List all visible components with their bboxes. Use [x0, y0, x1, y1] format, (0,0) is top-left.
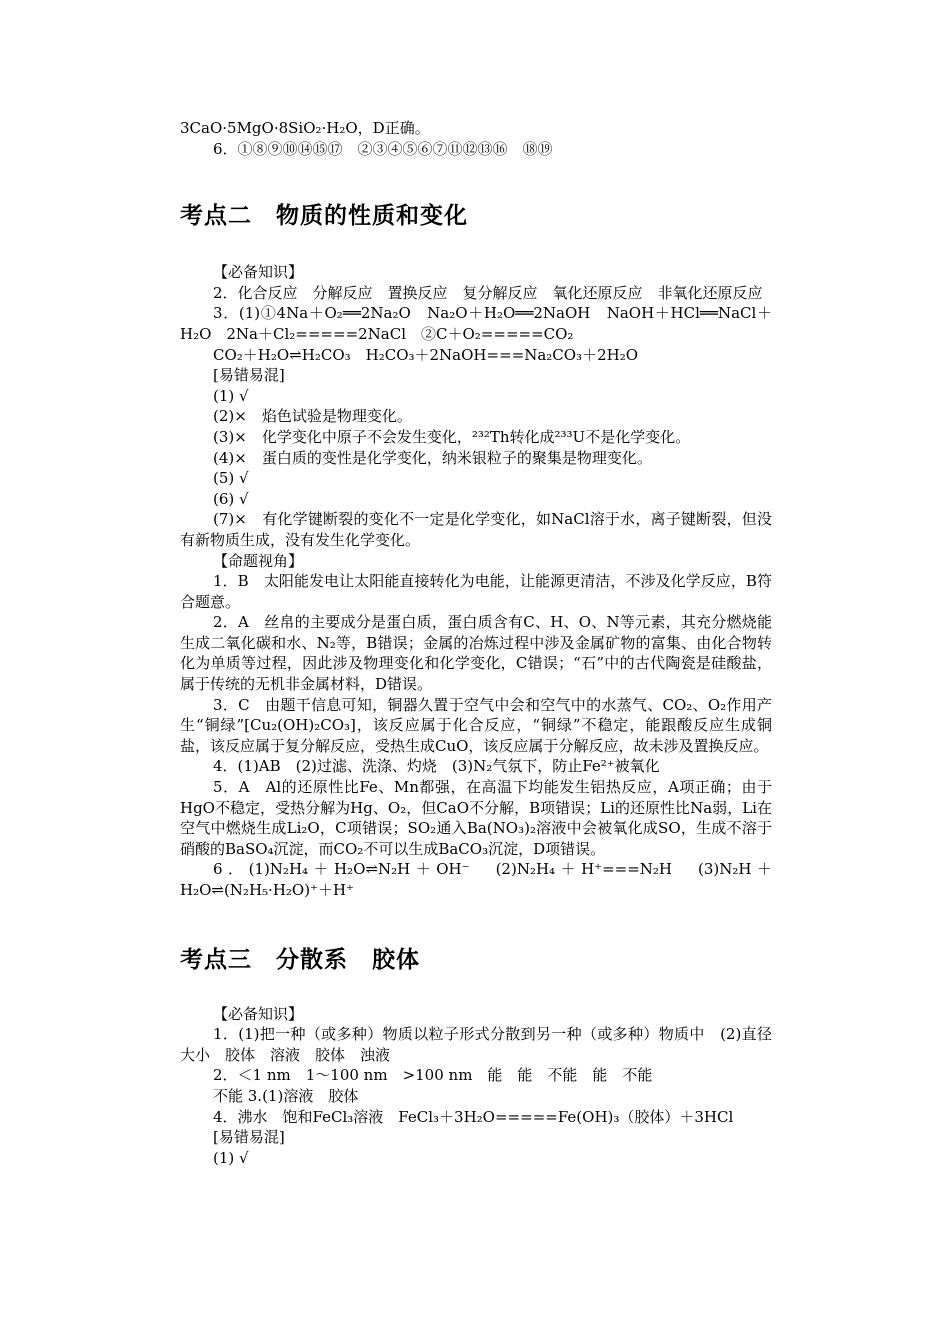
view-2: 2．A 丝帛的主要成分是蛋白质，蛋白质含有C、H、O、N等元素，其充分燃烧能生成二氧化碳和水、N₂等，B错误；金属的冶炼过程中涉及金属矿物的富集、由化合物转化为单质等过程，因此涉及物理变化和化学变化，C错误；“石”中的古代陶瓷是硅酸盐，属于传统的无机非金属材料，D错误。: [180, 613, 772, 694]
knowledge-3-item-2: 2．＜1 nm 1～100 nm >100 nm 能 能 不能 能 不能: [213, 1066, 653, 1085]
mistake-2: (2)× 焰色试验是物理变化。: [213, 407, 412, 426]
mistake-label: [易错易混]: [213, 366, 285, 385]
mistake-1: (1) √: [213, 386, 249, 405]
section-title-3: 考点三 分散系 胶体: [180, 946, 420, 973]
view-6: 6．(1)N₂H₄＋H₂O⇌N₂H＋OH⁻ (2)N₂H₄＋H⁺===N₂H (3)N₂H＋H₂O⇌(N₂H₅·H₂O)⁺＋H⁺: [180, 860, 772, 899]
mistake-label-3: [易错易混]: [213, 1128, 285, 1147]
view-label: 【命题视角】: [213, 551, 304, 570]
mistake-6: (6) √: [213, 489, 249, 508]
intro-answer-6: 6．①⑧⑨⑩⑭⑮⑰ ②③④⑤⑥⑦⑪⑫⑬⑯ ⑱⑲: [213, 139, 553, 158]
document-page: [180, 118, 772, 1168]
knowledge-item-3a: 3．(1)①4Na＋O₂══2Na₂O Na₂O＋H₂O══2NaOH NaOH＋HCl══NaCl＋H₂O 2Na＋Cl₂=====2NaCl ②C＋O₂=====CO₂: [180, 304, 772, 343]
view-5: 5．A Al的还原性比Fe、Mn都强，在高温下均能发生铝热反应，A项正确；由于HgO不稳定，受热分解为Hg、O₂，但CaO不分解，B项错误；Li的还原性比Na弱，Li在空气中燃烧生成Li₂O，C项错误；SO₂通入Ba(NO₃)₂溶液中会被氧化成SO，生成不溶于硝酸的BaSO₄沉淀，而CO₂不可以生成BaCO₃沉淀，D项错误。: [180, 778, 772, 858]
intro-line: 3CaO·5MgO·8SiO₂·H₂O，D正确。: [180, 119, 430, 137]
knowledge-item-2: 2．化合反应 分解反应 置换反应 复分解反应 氧化还原反应 非氧化还原反应: [213, 283, 763, 302]
mistake-7: (7)× 有化学键断裂的变化不一定是化学变化，如NaCl溶于水，离子键断裂，但没有新物质生成，没有发生化学变化。: [180, 510, 772, 549]
knowledge-item-3b: CO₂＋H₂O⇌H₂CO₃ H₂CO₃＋2NaOH===Na₂CO₃＋2H₂O: [213, 345, 639, 364]
mistake-3: (3)× 化学变化中原子不会发生变化，²³²Th转化成²³³U不是化学变化。: [213, 427, 691, 446]
view-1: 1．B 太阳能发电让太阳能直接转化为电能，让能源更清洁，不涉及化学反应，B符合题意。: [180, 572, 772, 611]
mistake-3-1: (1) √: [213, 1148, 249, 1167]
mistake-4: (4)× 蛋白质的变性是化学变化，纳米银粒子的聚集是物理变化。: [213, 448, 652, 467]
view-3: 3．C 由题干信息可知，铜器久置于空气中会和空气中的水蒸气、CO₂、O₂作用产生“铜绿”[Cu₂(OH)₂CO₃]，该反应属于化合反应，“铜绿”不稳定，能跟酸反应生成铜盐，该反应属于复分解反应，受热生成CuO，该反应属于分解反应，故未涉及置换反应。: [180, 695, 772, 755]
knowledge-label-3: 【必备知识】: [213, 1004, 304, 1023]
knowledge-label: 【必备知识】: [213, 263, 304, 282]
knowledge-3-item-2b: 不能 3.(1)溶液 胶体: [213, 1086, 359, 1105]
view-4: 4．(1)AB (2)过滤、洗涤、灼烧 (3)N₂气氛下，防止Fe²⁺被氧化: [213, 757, 660, 776]
knowledge-3-item-1: 1．(1)把一种（或多种）物质以粒子形式分散到另一种（或多种）物质中 (2)直径大小 胶体 溶液 胶体 浊液: [180, 1025, 772, 1064]
section-title-2: 考点二 物质的性质和变化: [180, 203, 468, 230]
mistake-5: (5) √: [213, 469, 249, 488]
knowledge-3-item-4: 4．沸水 饱和FeCl₃溶液 FeCl₃＋3H₂O=====Fe(OH)₃（胶体）＋3HCl: [213, 1107, 734, 1126]
